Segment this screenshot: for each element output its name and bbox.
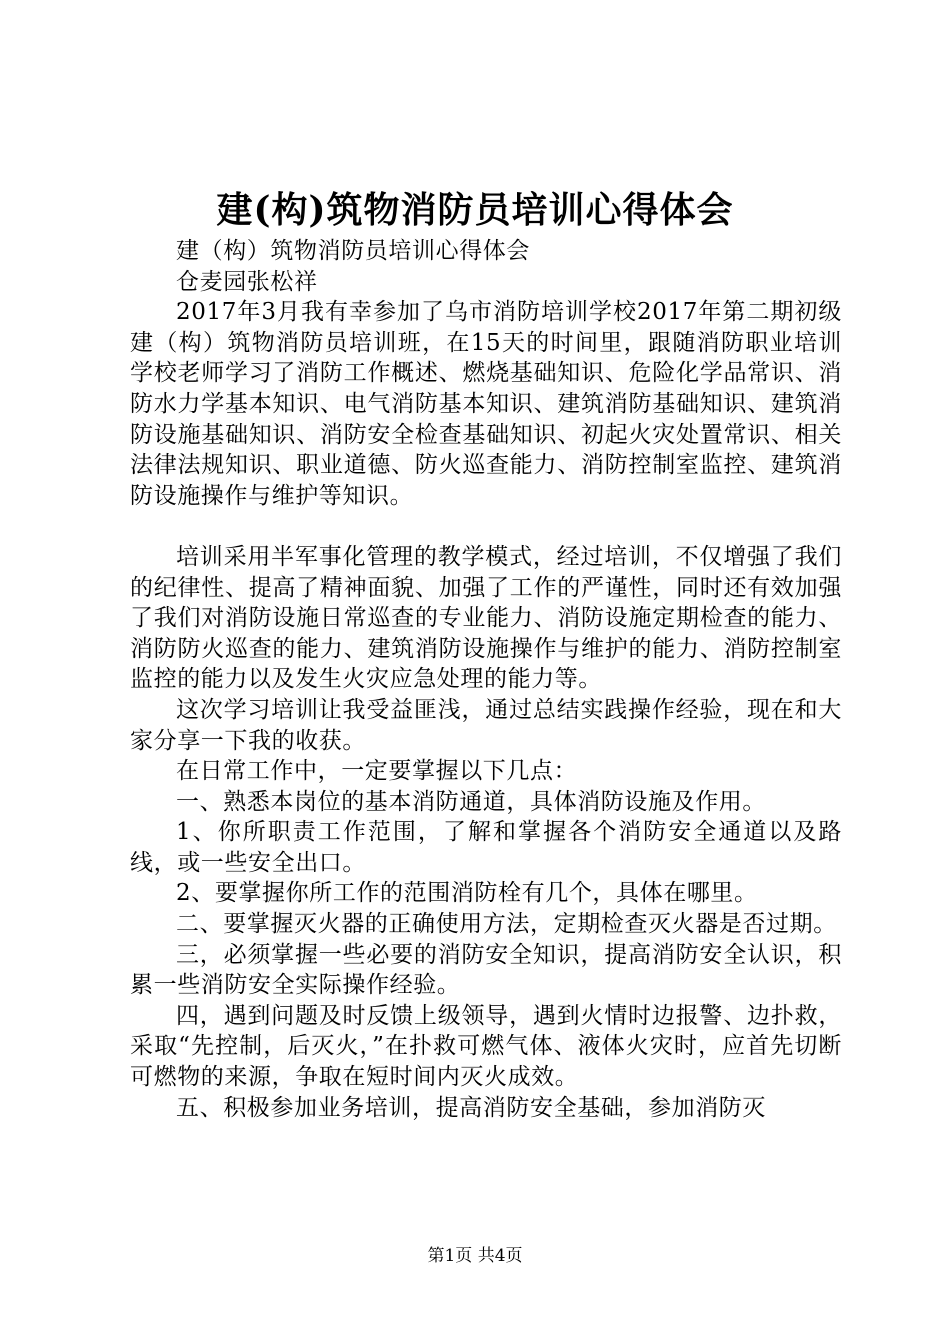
paragraph-key-points-heading: 在日常工作中，一定要掌握以下几点： xyxy=(176,758,578,785)
paragraph-point-1: 一、熟悉本岗位的基本消防通道，具体消防设施及作用。 xyxy=(176,788,766,815)
paragraph-author: 仓麦园张松祥 xyxy=(176,268,318,295)
document-title: 建(构)筑物消防员培训心得体会 xyxy=(216,189,734,231)
paragraph-point-2: 二、要掌握灭火器的正确使用方法，定期检查灭火器是否过期。 xyxy=(176,911,837,938)
paragraph-point-5: 五、积极参加业务培训，提高消防安全基础，参加消防灭 xyxy=(176,1094,766,1121)
document-body xyxy=(130,236,842,1123)
page-footer: 第1页 共4页 xyxy=(427,1246,523,1266)
paragraph-benefit: 这次学习培训让我受益匪浅，通过总结实践操作经验，现在和大家分享一下我的收获。 xyxy=(130,696,842,754)
paragraph-point-3: 三，必须掌握一些必要的消防安全知识，提高消防安全认识，积累一些消防安全实际操作经验。 xyxy=(130,941,842,999)
paragraph-point-1-2: 2、要掌握你所工作的范围消防栓有几个，具体在哪里。 xyxy=(176,880,758,907)
paragraph-intro: 2017年3月我有幸参加了乌市消防培训学校2017年第二期初级建（构）筑物消防员培训班，在15天的时间里，跟随消防职业培训学校老师学习了消防工作概述、燃烧基础知识、危险化学品常识、消防水力学基本知识、电气消防基本知识、建筑消防基础知识、建筑消防设施基础知识、消防安全检查基础知识、初起火灾处置常识、相关法律法规知识、职业道德、防火巡查能力、消防控制室监控、建筑消防设施操作与维护等知识。 xyxy=(130,299,842,509)
paragraph-subtitle: 建（构）筑物消防员培训心得体会 xyxy=(176,238,530,264)
paragraph-training-mode: 培训采用半军事化管理的教学模式，经过培训，不仅增强了我们的纪律性、提高了精神面貌、加强了工作的严谨性，同时还有效加强了我们对消防设施日常巡查的专业能力、消防设施定期检查的能力、消防防火巡查的能力、建筑消防设施操作与维护的能力、消防控制室监控的能力以及发生火灾应急处理的能力等。 xyxy=(130,543,842,693)
paragraph-point-4: 四，遇到问题及时反馈上级领导，遇到火情时边报警、边扑救，采取“先控制，后灭火，”在扑救可燃气体、液体火灾时，应首先切断可燃物的来源，争取在短时间内灭火成效。 xyxy=(130,1002,842,1091)
paragraph-point-1-1: 1、你所职责工作范围，了解和掌握各个消防安全通道以及路线，或一些安全出口。 xyxy=(130,819,842,876)
